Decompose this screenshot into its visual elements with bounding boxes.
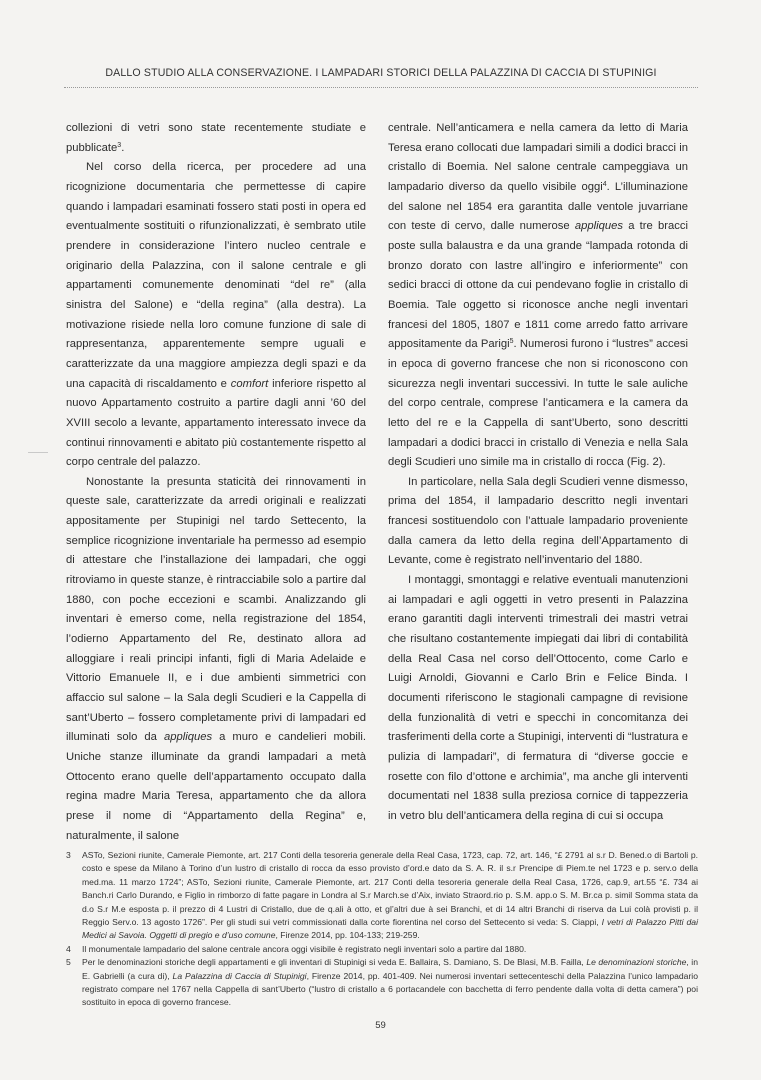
footnote-ref[interactable]: 5 [509, 338, 514, 346]
footnote-number: 4 [66, 943, 71, 954]
footnote: 4 Il monumentale lampadario del salone centrale ancora oggi visibile è registrato negli inventari solo a partire dal 1880. [66, 943, 698, 956]
footnotes [66, 849, 698, 1010]
paragraph: collezioni di vetri sono state recentemente studiate e pubblicate$^3$. [66, 122, 366, 154]
footnote-ref[interactable]: 4 [602, 180, 607, 188]
footnote: 3 ASTo, Sezioni riunite, Camerale Piemonte, art. 217 Conti della tesoreria generale della Real Casa, 1723, cap. 72, art. 146, “£ 2791 al s.r D. Bened.o di Bartoli p. costo e spese da Milano à Torino d’un lustro di cristallo di rocca da esso provisto d’ord.e dato da S. A. R. il s.r Prencipe di Piem.te nel 1723 e p. serv.o della med.ma. 11 marzo 1724”; ASTo, Sezioni riunite, Camerale Piemonte, art. 217 Conti della tesoreria generale della Real Casa, 1726, cap.9, art.55 “£. 734 ai Banch.ri Carlo Durando, e Figlio in rimborzo di fatte pagare in Londra al S.r March.se d’Aix, inviato Straord.rio p. S.M. app.o S. M. Br.ca p. simil Somma stata da d.o S.r M.e esposta p. il prezzo di 4 Lustri di Cristallo, due de q.ali à otto, et gl’altri due à sei Branchi, et di 14 altri Branchi di riserva da Lui colà provisti p. il Reggio Serv.o. 13 agosto 1726”. Per gli studi sui vetri commissionati dalla corte fiorentina nel corso del Settecento si veda: S. Ciappi, I vetri di Palazzo Pitti dai Medici ai Savoia. Oggetti di pregio e d’uso comune, Firenze 2014, pp. 104-133; 219-259. [66, 850, 698, 941]
header-divider [64, 87, 698, 88]
footnote: 5 Per le denominazioni storiche degli appartamenti e gli inventari di Stupinigi si veda E. Ballaira, S. Damiano, S. De Blasi, M.B. Failla, Le denominazioni storiche, in E. Gabrielli (a cura di), La Palazzina di Caccia di Stupinigi, Firenze 2014, pp. 401-409. Nei numerosi inventari settecenteschi della Palazzina l’unico lampadario registrato compare nel 1767 nella Cappella di sant’Uberto (“lustro di cristallo a 6 portacandele con bacchetta di ferro pendente dalla volta di detta camera”) poi sostituito in epoca di governo francese. [66, 957, 698, 1008]
right-column [388, 119, 688, 827]
paragraph: In particolare, nella Sala degli Scudieri venne dismesso, prima del 1854, il lampadario descritto negli inventari francesi sostituendolo con l’attuale lampadario proveniente dalla camera da letto della regina dell’Appartamento di Levante, come è registrato nell’inventario del 1880. [388, 475, 688, 567]
paragraph: Nonostante la presunta staticità dei rinnovamenti in queste sale, caratterizzate da arredi originali e realizzati appositamente per Stupinigi nel tardo Settecento, la semplice ricognizione inventariale ha permesso ad esempio di attestare che l’installazione dei lampadari, che oggi ritroviamo in queste stanze, è rintracciabile solo a partire dal 1880, con poche eccezioni e scambi. Analizzando gli inventari è emerso come, nella registrazione del 1854, l’odierno Appartamento del Re, destinato allora ad alloggiare i reali principi infanti, figli di Maria Adelaide e Vittorio Emanuele II, e i due ambienti simmetrici con affaccio sul salone – la Sala degli Scudieri e la Cappella di sant’Uberto – fossero completamente privi di lampadari ed illuminati solo da appliques a muro e candelieri mobili. Uniche stanze illuminate da grandi lampadari a metà Ottocento erano quelle dell’appartamento occupato dalla regina madre Maria Teresa, appartamento che da allora prese il nome di “Appartamento della Regina” e, naturalmente, il salone [66, 475, 366, 842]
footnote-number: 5 [66, 957, 71, 968]
paragraph: Nel corso della ricerca, per procedere ad una ricognizione documentaria che permettesse di capire quando i lampadari esaminati fossero stati posti in opera ed eventualmente sostituiti o rifunzionalizzati, è sembrato utile prendere in considerazione l’intero nucleo centrale e originario della Palazzina, con il salone centrale e gli appartamenti comunemente denominati “del re” (alla sinistra del Salone) e “della regina” (alla destra). La motivazione risiede nella loro comune funzione di sale di rappresentanza, apparentemente sempre uguali e caratterizzate da una maggiore ampiezza degli spazi e da una capacità di riscaldamento e comfort inferiore rispetto al nuovo Appartamento costruito a partire dagli anni ’60 del XVIII secolo a levante, appartamento interessato invece da continui rinnovamenti e abitato più costantemente rispetto al corpo centrale del palazzo. [66, 161, 366, 469]
footnote-ref[interactable]: 3 [117, 141, 122, 149]
left-column [66, 119, 366, 846]
running-header: DALLO STUDIO ALLA CONSERVAZIONE. I LAMPADARI STORICI DELLA PALAZZINA DI CACCIA DI STUPINIGI [105, 67, 657, 79]
scan-artifact-mark [28, 452, 48, 453]
paragraph: I montaggi, smontaggi e relative eventuali manutenzioni ai lampadari e agli oggetti in vetro presenti in Palazzina erano garantiti dagli interventi trimestrali dei mastri vetrai che risultano costantemente impiegati dai libri di contabilità della Real Casa nel corso dell’Ottocento, come Carlo e Luigi Arnoldi, Giovanni e Carlo Brin e Felice Binda. I documenti riferiscono le stagionali campagne di revisione della funzionalità di vetri e specchi in concomitanza dei trasferimenti della corte a Stupinigi, interventi di “lustratura e pulizia di lampadari”, di fermatura di “diverse goccie e rosette con filo d’ottone e archimia”, ma anche gli interventi documentati nel 1838 sulla preziosa cornice di tappezzeria in vetro blu dell’anticamera della regina di cui si occupa [388, 574, 688, 822]
paragraph: centrale. Nell’anticamera e nella camera da letto di Maria Teresa erano collocati due lampadari simili a dodici bracci in cristallo di Boemia. Nel salone centrale campeggiava un lampadario diverso da quello visibile oggi$^4$. L’illuminazione del salone nel 1854 era garantita dalle ventole juvarriane con teste di cervo, dalle numerose appliques a tre bracci poste sulla balaustra e da una grande “lampada rotonda di bronzo dorato con lastre all’ingiro e inferiormente” con sedici bracci di ottone da cui pendevano foglie in cristallo di Boemia. Tale oggetto si riconosce anche negli inventari francesi del 1805, 1807 e 1811 come arredo fatto arrivare appositamente da Parigi$^5$. Numerosi furono i “lustres” accesi in epoca di governo francese che non si riconoscono con sicurezza negli inventari successivi. In tutte le sale auliche del corpo centrale, comprese l’anticamera e la camera da letto del re e la Cappella di sant’Uberto, sono descritti lampadari a dodici bracci in cristallo di Venezia e nella Sala degli Scudieri uno simile ma in cristallo di rocca (Fig. 2). [388, 122, 689, 469]
footnote-number: 3 [66, 850, 71, 860]
page-number: 59 [375, 1020, 386, 1031]
